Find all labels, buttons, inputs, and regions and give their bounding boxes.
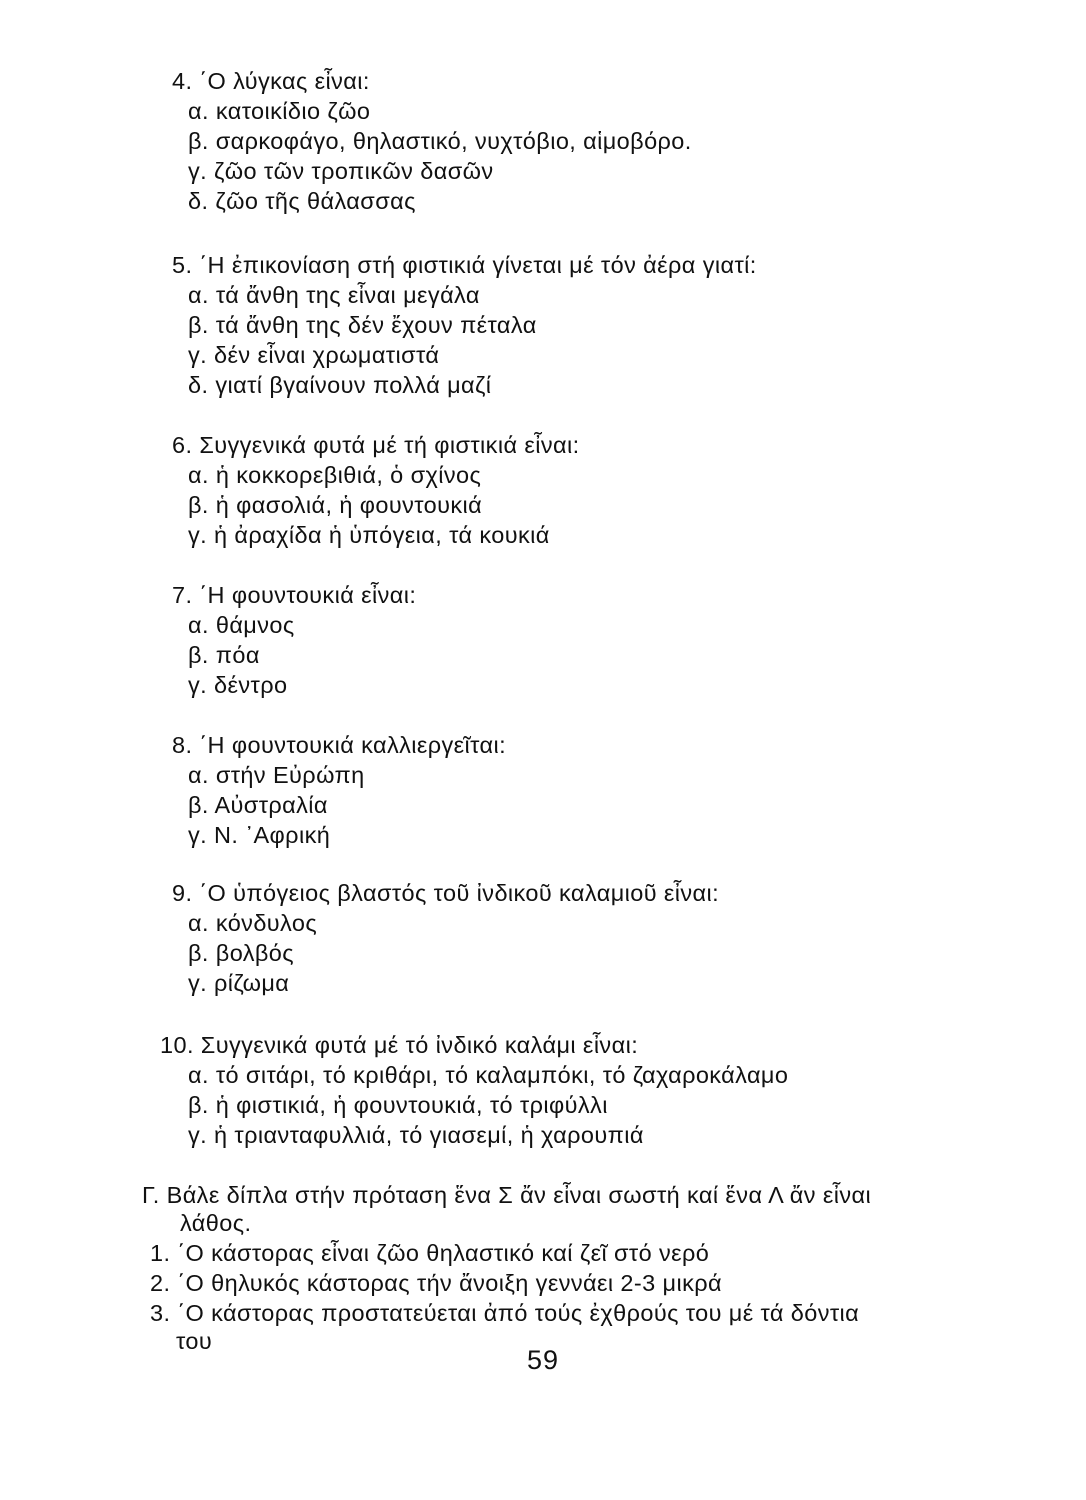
question-8-stem: 8. ΄Η φουντουκιά καλλιεργεῖται: xyxy=(172,732,507,758)
question-10-option-b: β. ἡ φιστικιά, ἡ φουντουκιά, τό τριφύλλι xyxy=(188,1092,608,1118)
statement-1: 1. ΄Ο κάστορας εἶναι ζῶο θηλαστικό καί ζεῖ στό νερό xyxy=(150,1240,710,1266)
question-10-option-a: α. τό σιτάρι, τό κριθάρι, τό καλαμπόκι, τό ζαχαροκάλαμο xyxy=(188,1062,789,1088)
question-6-option-b: β. ἡ φασολιά, ἡ φουντουκιά xyxy=(188,492,483,518)
question-4-stem: 4. ΄Ο λύγκας εἶναι: xyxy=(172,68,370,94)
question-6-stem: 6. Συγγενικά φυτά μέ τή φιστικιά εἶναι: xyxy=(172,432,580,458)
question-9-option-b: β. βολβός xyxy=(188,940,294,966)
question-6-option-a: α. ἡ κοκκορεβιθιά, ὁ σχίνος xyxy=(188,462,482,488)
page-number: 59 xyxy=(526,1345,560,1375)
question-10-stem: 10. Συγγενικά φυτά μέ τό ἰνδικό καλάμι εἶναι: xyxy=(160,1032,639,1058)
question-5-option-d: δ. γιατί βγαίνουν πολλά μαζί xyxy=(188,372,492,398)
question-7-option-b: β. πόα xyxy=(188,642,260,668)
statement-3: 3. ΄Ο κάστορας προστατεύεται ἀπό τούς ἐχθρούς του μέ τά δόντια xyxy=(150,1300,860,1326)
question-9-option-a: α. κόνδυλος xyxy=(188,910,318,936)
question-5-option-a: α. τά ἄνθη της εἶναι μεγάλα xyxy=(188,282,480,308)
question-5-stem: 5. ΄Η ἐπικονίαση στή φιστικιά γίνεται μέ τόν ἀέρα γιατί: xyxy=(172,252,757,278)
question-7-stem: 7. ΄Η φουντουκιά εἶναι: xyxy=(172,582,417,608)
question-6-option-c: γ. ἡ ἀραχίδα ἡ ὑπόγεια, τά κουκιά xyxy=(188,522,550,548)
statement-2: 2. ΄Ο θηλυκός κάστορας τήν ἄνοιξη γεννάει 2-3 μικρά xyxy=(150,1270,722,1296)
question-4-option-a: α. κατοικίδιο ζῶο xyxy=(188,98,371,124)
question-7-option-a: α. θάμνος xyxy=(188,612,295,638)
question-4-option-b: β. σαρκοφάγο, θηλαστικό, νυχτόβιο, αἱμοβόρο. xyxy=(188,128,692,154)
section-heading-continuation: λάθος. xyxy=(180,1210,252,1236)
question-9-option-c: γ. ρίζωμα xyxy=(188,970,290,996)
question-10-option-c: γ. ἡ τριανταφυλλιά, τό γιασεμί, ἡ χαρουπιά xyxy=(188,1122,644,1148)
question-5-option-b: β. τά ἄνθη της δέν ἔχουν πέταλα xyxy=(188,312,537,338)
section-heading: Γ. Βάλε δίπλα στήν πρόταση ἕνα Σ ἄν εἶναι σωστή καί ἕνα Λ ἄν εἶναι xyxy=(142,1182,872,1208)
statement-3-continuation: του xyxy=(176,1328,213,1354)
question-4-option-d: δ. ζῶο τῆς θάλασσας xyxy=(188,188,416,214)
question-8-option-c: γ. Ν. ᾿Αφρική xyxy=(188,822,331,848)
question-9-stem: 9. ΄Ο ὑπόγειος βλαστός τοῦ ἰνδικοῦ καλαμιοῦ εἶναι: xyxy=(172,880,720,906)
question-5-option-c: γ. δέν εἶναι χρωματιστά xyxy=(188,342,440,368)
question-8-option-a: α. στήν Εὐρώπη xyxy=(188,762,365,788)
question-4-option-c: γ. ζῶο τῶν τροπικῶν δασῶν xyxy=(188,158,494,184)
question-7-option-c: γ. δέντρο xyxy=(188,672,288,698)
question-8-option-b: β. Αὐστραλία xyxy=(188,792,328,818)
